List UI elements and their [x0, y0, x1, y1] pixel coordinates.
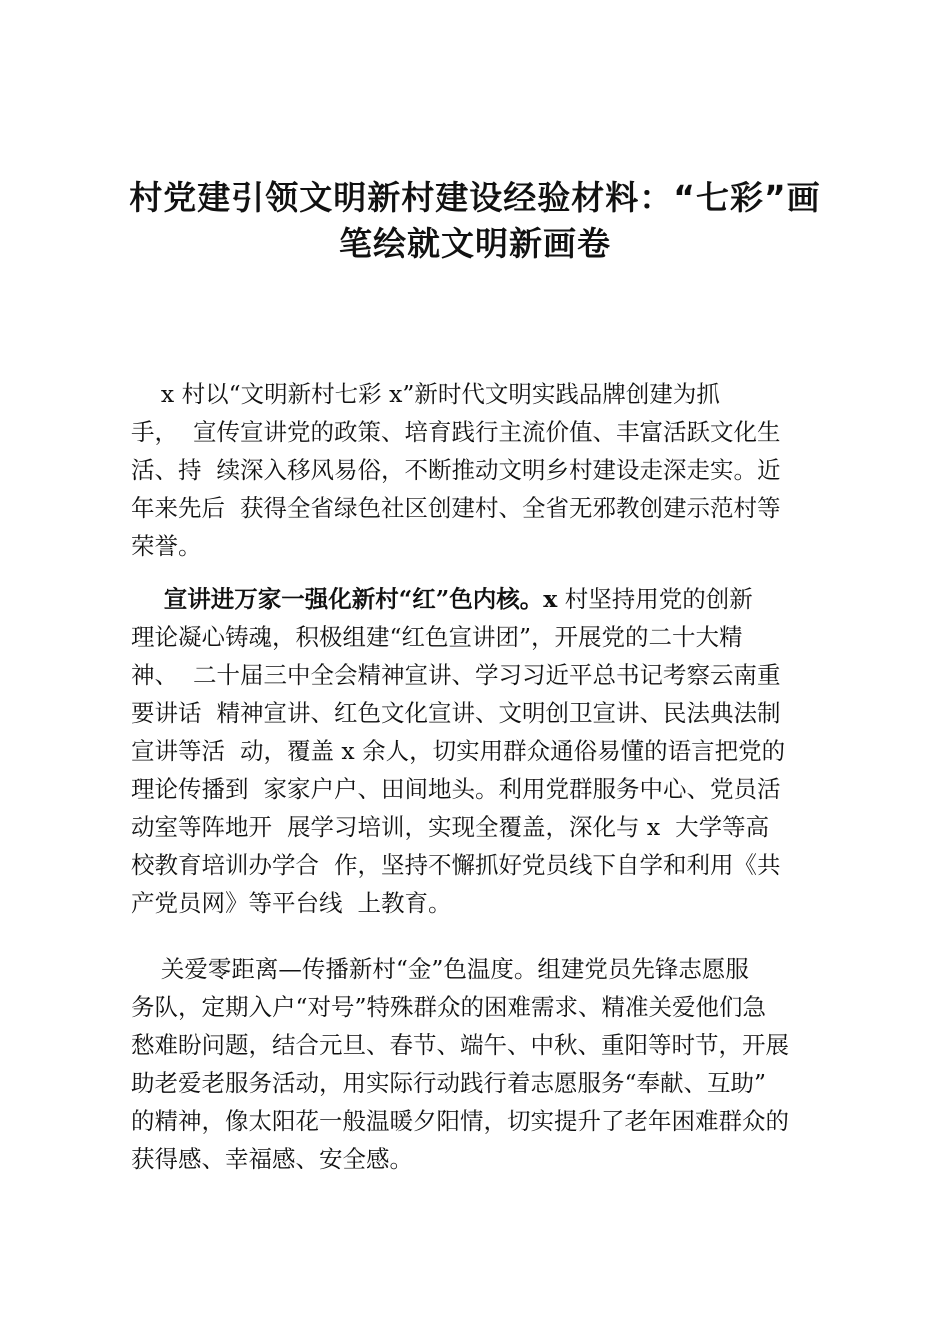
- paragraph-2-line-1: [131, 580, 753, 614]
- paragraph-1-line-5: 荣誉。: [131, 532, 202, 560]
- paragraph-2-line-2: 理论凝心铸魂，积极组建“红色宣讲团”，开展党的二十大精: [131, 623, 743, 651]
- paragraph-2-line-3: 神、 二十届三中全会精神宣讲、学习习近平总书记考察云南重: [131, 661, 781, 689]
- paragraph-1-line-3: 活、持 续深入移风易俗，不断推动文明乡村建设走深走实。近: [131, 456, 781, 484]
- paragraph-3-line-6: 获得感、幸福感、安全感。: [131, 1145, 413, 1173]
- paragraph-2-heading: 宣讲进万家一强化新村“红”色内核。x: [131, 585, 558, 613]
- paragraph-2-line-6: 理论传播到 家家户户、田间地头。利用党群服务中心、党员活: [131, 775, 781, 803]
- paragraph-1-line-2: 手， 宣传宣讲党的政策、培育践行主流价值、丰富活跃文化生: [131, 418, 781, 446]
- paragraph-3-line-2: 务队，定期入户“对号”特殊群众的困难需求、精准关爱他们急: [131, 993, 767, 1021]
- paragraph-2-line-1-text: 村坚持用党的创新: [557, 585, 753, 613]
- paragraph-2-line-7: 动室等阵地开 展学习培训，实现全覆盖，深化与 x 大学等高: [131, 813, 770, 841]
- paragraph-3-line-3: 愁难盼问题，结合元旦、春节、端午、中秋、重阳等时节，开展: [131, 1031, 789, 1059]
- paragraph-2-line-9: 产党员网》等平台线 上教育。: [131, 889, 452, 917]
- paragraph-1-line-4: 年来先后 获得全省绿色社区创建村、全省无邪教创建示范村等: [131, 494, 781, 522]
- document-title-line-1: 村党建引领文明新村建设经验材料：“七彩”画: [129, 178, 821, 217]
- document-title-line-2: 笔绘就文明新画卷: [339, 224, 611, 263]
- paragraph-3-line-4: 助老爱老服务活动，用实际行动践行着志愿服务“奉献、互助”: [131, 1069, 767, 1097]
- paragraph-1-line-1: x 村以“文明新村七彩 x”新时代文明实践品牌创建为抓: [131, 380, 720, 408]
- paragraph-2-line-8: 校教育培训办学合 作，坚持不懈抓好党员线下自学和利用《共: [131, 851, 781, 879]
- paragraph-3-line-5: 的精神，像太阳花一般温暖夕阳情，切实提升了老年困难群众的: [131, 1107, 789, 1135]
- paragraph-2-line-5: 宣讲等活 动，覆盖 x 余人，切实用群众通俗易懂的语言把党的: [131, 737, 786, 765]
- paragraph-2-line-4: 要讲话 精神宣讲、红色文化宣讲、文明创卫宣讲、民法典法制: [131, 699, 781, 727]
- paragraph-3-line-1: 关爱零距离—传播新村“金”色温度。组建党员先锋志愿服: [131, 955, 749, 983]
